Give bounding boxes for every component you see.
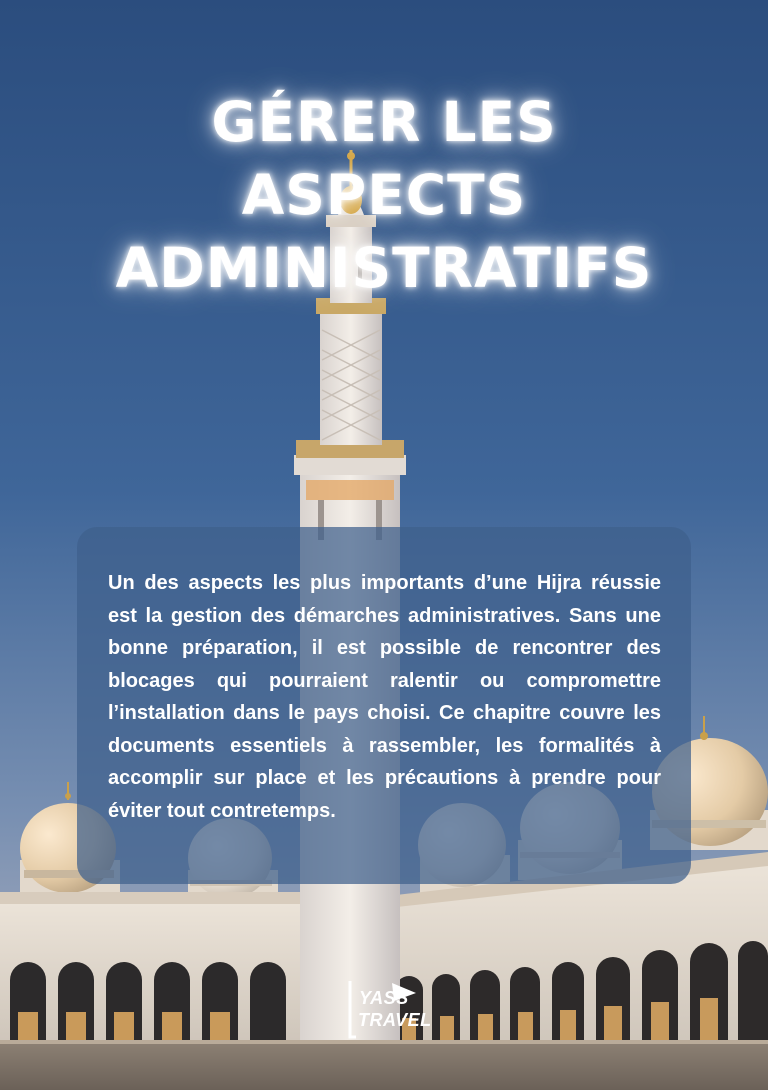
- intro-text-panel: [77, 527, 691, 884]
- title-line: ASPECTS: [241, 163, 527, 227]
- yass-travel-logo: [346, 975, 432, 1041]
- page-title: [0, 86, 768, 305]
- intro-paragraph: Un des aspects les plus importants d’une Hijra réussie est la gestion des démarches administratives. Sans une bonne préparation, il est possible de rencontrer des blocages qui pourraient ralentir ou compromettre l’installation dans le pays choisi. Ce chapitre couvre les documents essentiels à rassembler, les formalités à accomplir sur place et les précautions à prendre pour éviter tout contretemps.: [108, 572, 661, 822]
- title-line: GÉRER LES: [211, 90, 557, 154]
- logo-frame-icon: [346, 975, 422, 1041]
- logo-text-line-1: YASS: [359, 988, 409, 1008]
- title-line: ADMINISTRATIFS: [115, 236, 653, 300]
- logo-text-line-2: TRAVEL: [358, 1010, 432, 1030]
- left-arcade: [0, 892, 310, 1040]
